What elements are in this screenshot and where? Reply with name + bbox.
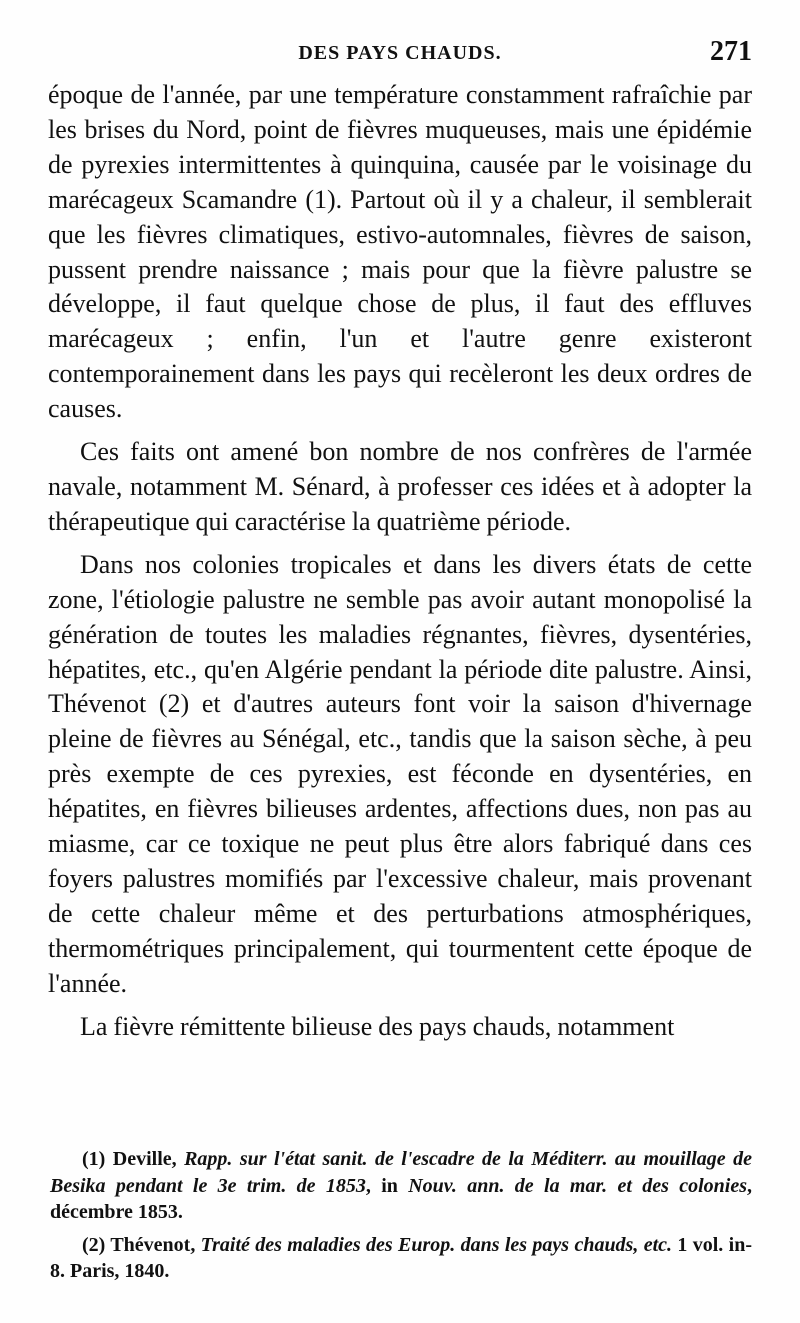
paragraph-3: Dans nos colonies tropicales et dans les divers états de cette zone, l'étiologie palustre ne semble pas avoir autant monopolisé la génération de toutes les maladies régnantes, fièvres, dysentéries, hépatites, etc., qu'en Algérie pendant la période dite palustre. Ainsi, Thévenot (2) et d'autres auteurs font voir la saison d'hivernage pleine de fièvres au Sénégal, etc., tandis que la saison sèche, à peu près exempte de ces pyrexies, est féconde en dysentéries, en hépatites, en fièvres bilieuses ardentes, affections dues, non pas au miasme, car ce toxique ne peut plus être alors fabriqué dans ces foyers palustres momifiés par l'excessive chaleur, mais provenant de cette chaleur même et des perturbations atmosphériques, thermométriques principalement, qui tourmentent cette époque de l'année. [48,549,752,998]
footnote-1-mid: , in [365,1174,409,1197]
footnote-2-marker: (2) Thévenot, [82,1233,201,1256]
footnote-1 [50,1146,752,1226]
main-text [48,78,752,1044]
paragraph-1: époque de l'année, par une température constamment rafraîchie par les brises du Nord, point de fièvres muqueuses, mais une épidémie de pyrexies intermittentes à quinquina, causée par le voisinage du marécageux Scamandre (1). Partout où il y a chaleur, il semblerait que les fièvres climatiques, estivo-automnales, fièvres de saison, pussent prendre naissance ; mais pour que la fièvre palustre se développe, il faut quelque chose de plus, il faut des effluves marécageux ; enfin, l'un et l'autre genre existeront contemporainement dans les pays qui recèleront les deux ordres de causes. [48,80,752,424]
paragraph-2: Ces faits ont amené bon nombre de nos confrères de l'armée navale, notamment M. Sénard, à professer ces idées et à adopter la thérapeutique qui caractérise la quatrième période. [48,437,752,536]
footnote-1-journal: Nouv. ann. de la mar. et des colonies [408,1174,747,1197]
footnote-1-marker: (1) Deville, [82,1148,185,1170]
footnote-1-title: Rapp. sur l'état sanit. de l'escadre de la Méditerr. au mouillage de Besika pendant le 3e trim. de 1853 [50,1148,752,1197]
footnotes [50,1146,752,1291]
paragraph-4: La fièvre rémittente bilieuse des pays chauds, notamment [80,1011,675,1041]
footnote-1-tail: , décembre 1853. [50,1174,752,1223]
footnote-2-title: Traité des maladies des Europ. dans les pays chauds, etc. [200,1233,673,1256]
page-number: 271 [710,36,752,67]
footnote-2 [50,1232,752,1285]
running-title: DES PAYS CHAUDS. [298,42,502,64]
page-header [48,34,752,74]
footnote-2-mid: 1 vol. in-8. Paris, 1840. [50,1233,752,1282]
